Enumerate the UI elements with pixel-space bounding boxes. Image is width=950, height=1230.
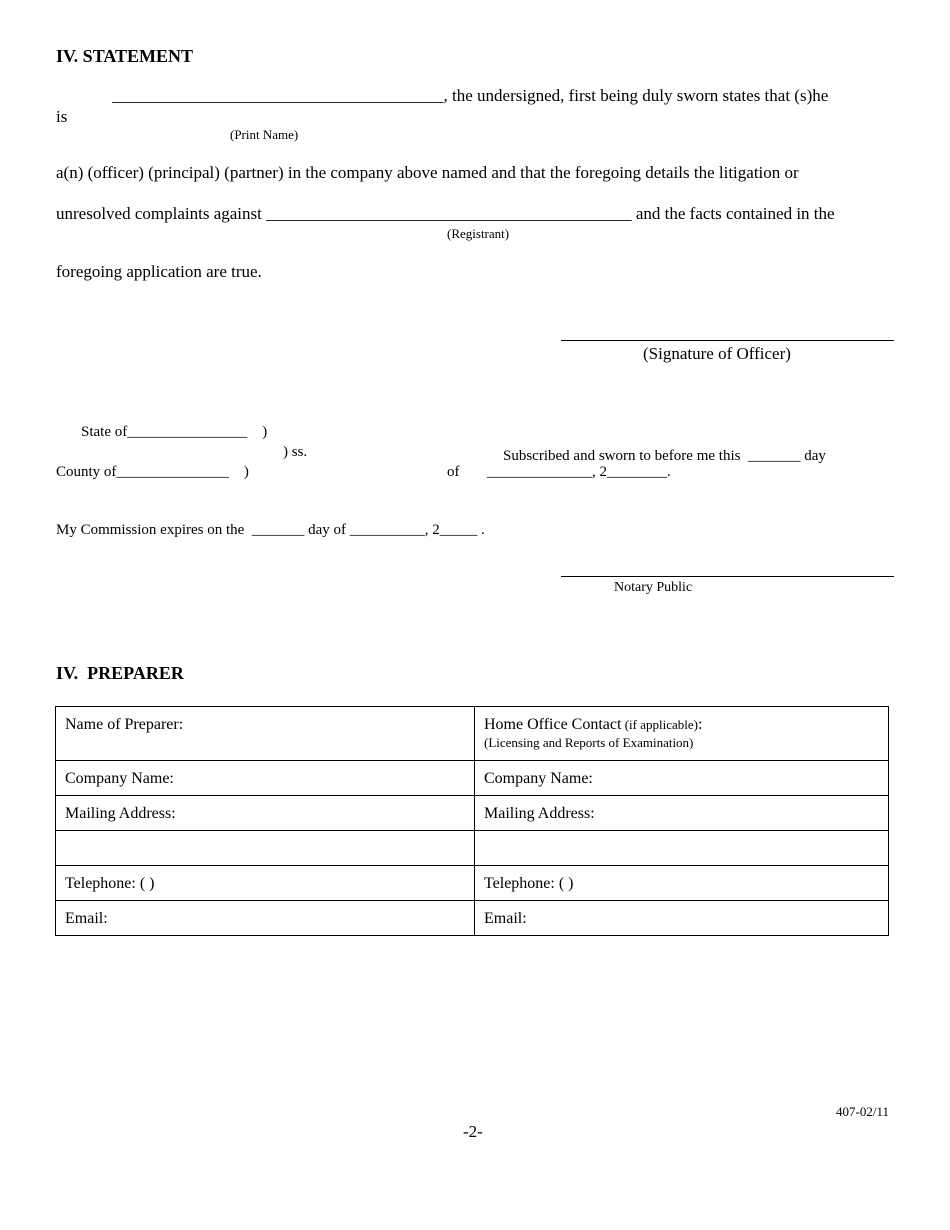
telephone-label: Telephone: ( ) [65, 875, 155, 892]
email-label: Email: [65, 910, 108, 927]
commission-expires-text: My Commission expires on the _______ day of __________, 2_____ . [56, 522, 485, 538]
table-row [56, 901, 889, 936]
notary-signature-line[interactable] [561, 576, 894, 577]
statement-heading: IV. STATEMENT [56, 46, 194, 66]
statement-is: is [56, 107, 68, 126]
company-name-label: Company Name: [484, 770, 593, 787]
mailing-address-label: Mailing Address: [484, 805, 595, 822]
colon: : [697, 716, 703, 733]
mailing-address-line-2-left[interactable] [56, 831, 475, 866]
name-of-preparer-cell[interactable] [56, 707, 475, 761]
home-office-contact-label: Home Office Contact [484, 716, 622, 733]
company-name-cell-right[interactable] [475, 761, 889, 796]
notary-public-label: Notary Public [614, 580, 693, 595]
if-applicable-label: (if applicable) [621, 717, 698, 732]
ss-label: ) ss. [283, 444, 308, 460]
statement-line-2: a(n) (officer) (principal) (partner) in the company above named and that the foregoing details the litigation or [56, 163, 799, 182]
signature-of-officer-label: (Signature of Officer) [643, 344, 791, 363]
telephone-cell-right[interactable] [475, 866, 889, 901]
state-of-field[interactable]: State of________________ ) [81, 424, 268, 440]
home-office-contact-cell[interactable] [475, 707, 889, 761]
statement-line-4: foregoing application are true. [56, 262, 262, 281]
table-row [56, 707, 889, 761]
page-number: -2- [463, 1122, 483, 1141]
subscribed-sworn-text: Subscribed and sworn to before me this _______ day [503, 448, 826, 464]
name-of-preparer-label: Name of Preparer: [65, 716, 184, 733]
table-row [56, 761, 889, 796]
company-name-label: Company Name: [65, 770, 174, 787]
county-of-field[interactable]: County of_______________ ) [56, 464, 249, 480]
mailing-address-label: Mailing Address: [65, 805, 176, 822]
print-name-label: (Print Name) [230, 127, 299, 142]
telephone-label: Telephone: ( ) [484, 875, 574, 892]
email-label: Email: [484, 910, 527, 927]
preparer-heading: IV. PREPARER [56, 663, 184, 683]
telephone-cell-left[interactable] [56, 866, 475, 901]
statement-line-1: _______________________________________, the undersigned, first being duly sworn states that (s)he [112, 86, 829, 105]
email-cell-left[interactable] [56, 901, 475, 936]
table-row [56, 831, 889, 866]
table-row [56, 796, 889, 831]
mailing-address-cell-left[interactable] [56, 796, 475, 831]
of-label: of [447, 464, 460, 480]
company-name-cell-left[interactable] [56, 761, 475, 796]
mailing-address-cell-right[interactable] [475, 796, 889, 831]
licensing-label: (Licensing and Reports of Examination) [484, 735, 694, 750]
statement-line-3: unresolved complaints against ___________________________________________ and the facts contained in the [56, 204, 835, 223]
registrant-label: (Registrant) [447, 226, 510, 241]
preparer-table [55, 706, 889, 936]
table-row [56, 866, 889, 901]
form-number: 407-02/11 [836, 1104, 889, 1119]
mailing-address-line-2-right[interactable] [475, 831, 889, 866]
email-cell-right[interactable] [475, 901, 889, 936]
signature-line[interactable] [561, 340, 894, 341]
subscribed-date-field[interactable]: ______________, 2________. [487, 464, 671, 480]
